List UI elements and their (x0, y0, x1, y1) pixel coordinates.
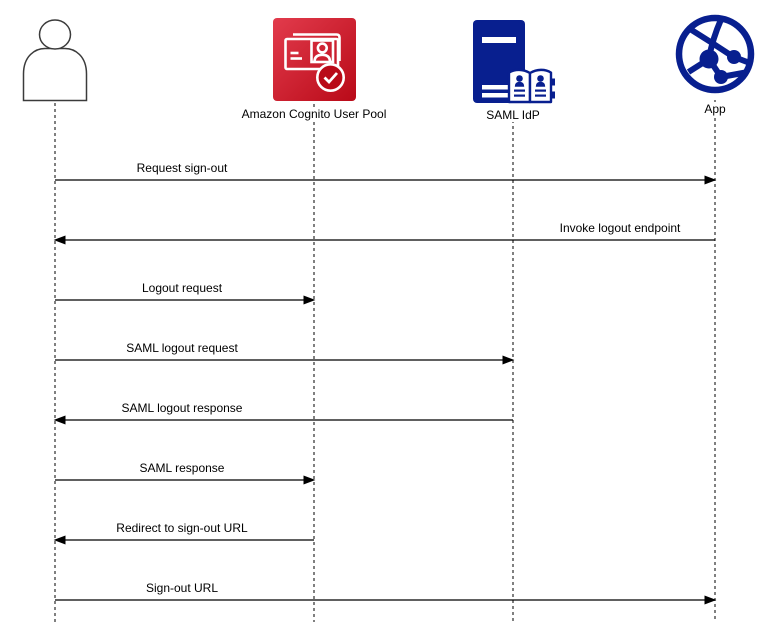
user-person-icon (22, 19, 88, 102)
saml-idp-directory-server-icon (470, 15, 555, 110)
message-label: SAML response (139, 461, 225, 475)
message-label: Redirect to sign-out URL (116, 521, 248, 535)
directory-book (509, 70, 555, 102)
message-label: Sign-out URL (145, 581, 219, 595)
app-globe-icon (675, 14, 755, 94)
message-arrowhead (705, 176, 715, 184)
actor-cognito (273, 18, 356, 101)
actor-saml-idp (470, 15, 555, 110)
message-label: Invoke logout endpoint (559, 221, 681, 235)
actor-label-saml-idp: SAML IdP (453, 108, 573, 122)
message-arrowhead (55, 236, 65, 244)
message-arrowhead (503, 356, 513, 364)
message-arrowhead (304, 296, 314, 304)
actor-app (675, 14, 755, 94)
message-arrowhead (705, 596, 715, 604)
actor-label-cognito: Amazon Cognito User Pool (204, 107, 424, 121)
message-arrowhead (55, 536, 65, 544)
actor-user (22, 19, 88, 102)
message-label: Request sign-out (136, 161, 228, 175)
message-arrowhead (304, 476, 314, 484)
message-label: SAML logout request (126, 341, 238, 355)
message-label: SAML logout response (121, 401, 243, 415)
actor-label-app: App (655, 102, 775, 116)
message-arrowhead (55, 416, 65, 424)
message-label: Logout request (141, 281, 223, 295)
cognito-user-pool-icon (273, 18, 356, 101)
